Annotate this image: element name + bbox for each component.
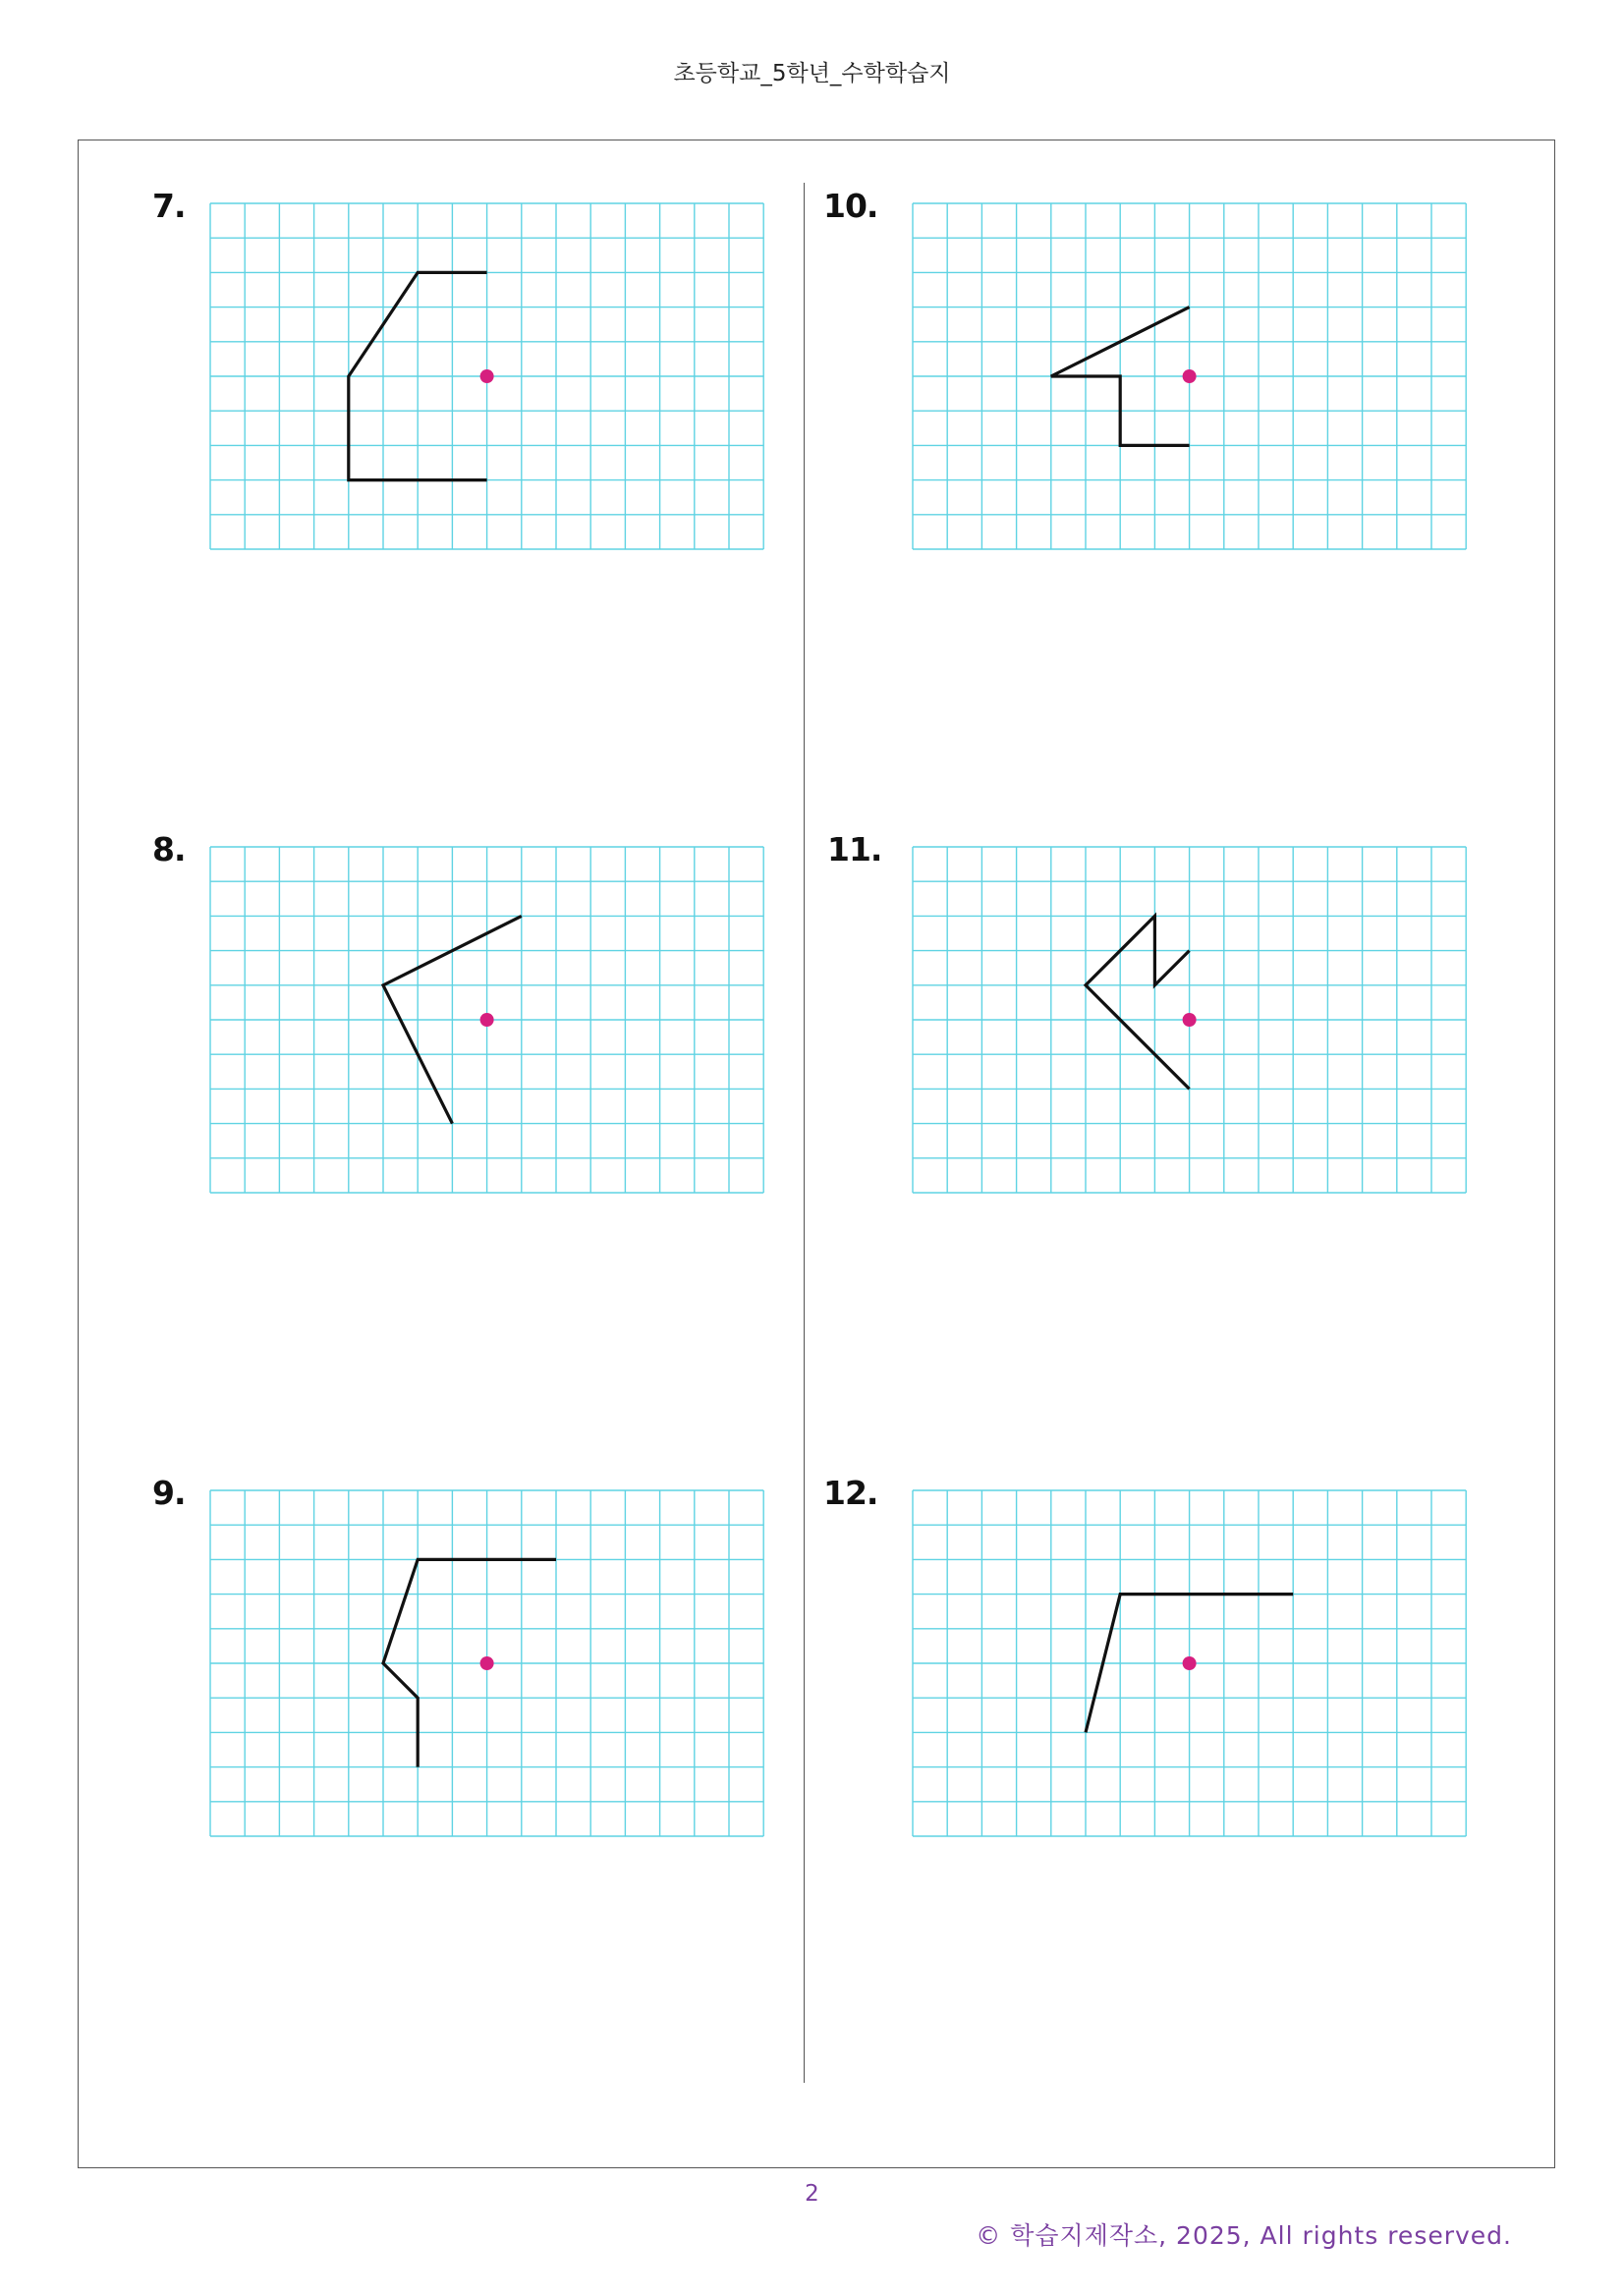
problem-number: 7. bbox=[152, 187, 186, 225]
grid-figure bbox=[209, 1489, 765, 1839]
page-header: 초등학교_5학년_수학학습지 bbox=[673, 61, 951, 86]
problem-number: 8. bbox=[152, 830, 186, 868]
problem-number: 12. bbox=[823, 1474, 878, 1512]
problem-10 bbox=[823, 187, 1531, 580]
symmetry-center-point bbox=[1183, 369, 1197, 383]
problem-number: 11. bbox=[827, 830, 882, 868]
symmetry-center-point bbox=[1183, 1656, 1197, 1670]
symmetry-center-point bbox=[1183, 1013, 1197, 1027]
problem-9 bbox=[152, 1474, 860, 1867]
figure-half-line bbox=[1086, 916, 1190, 1089]
page-number: 2 bbox=[805, 2181, 819, 2207]
copyright-notice: © 학습지제작소, 2025, All rights reserved. bbox=[976, 2221, 1512, 2250]
grid-figure bbox=[912, 202, 1468, 552]
problem-number: 9. bbox=[152, 1474, 186, 1512]
symmetry-center-point bbox=[480, 1013, 494, 1027]
grid-figure bbox=[209, 202, 765, 552]
problem-number: 10. bbox=[823, 187, 878, 225]
problem-8 bbox=[152, 830, 860, 1223]
grid-figure bbox=[912, 846, 1468, 1196]
problem-11 bbox=[827, 830, 1535, 1223]
symmetry-center-point bbox=[480, 369, 494, 383]
problem-7 bbox=[152, 187, 860, 580]
grid-figure bbox=[912, 1489, 1468, 1839]
grid-figure bbox=[209, 846, 765, 1196]
symmetry-center-point bbox=[480, 1656, 494, 1670]
problem-12 bbox=[823, 1474, 1531, 1867]
